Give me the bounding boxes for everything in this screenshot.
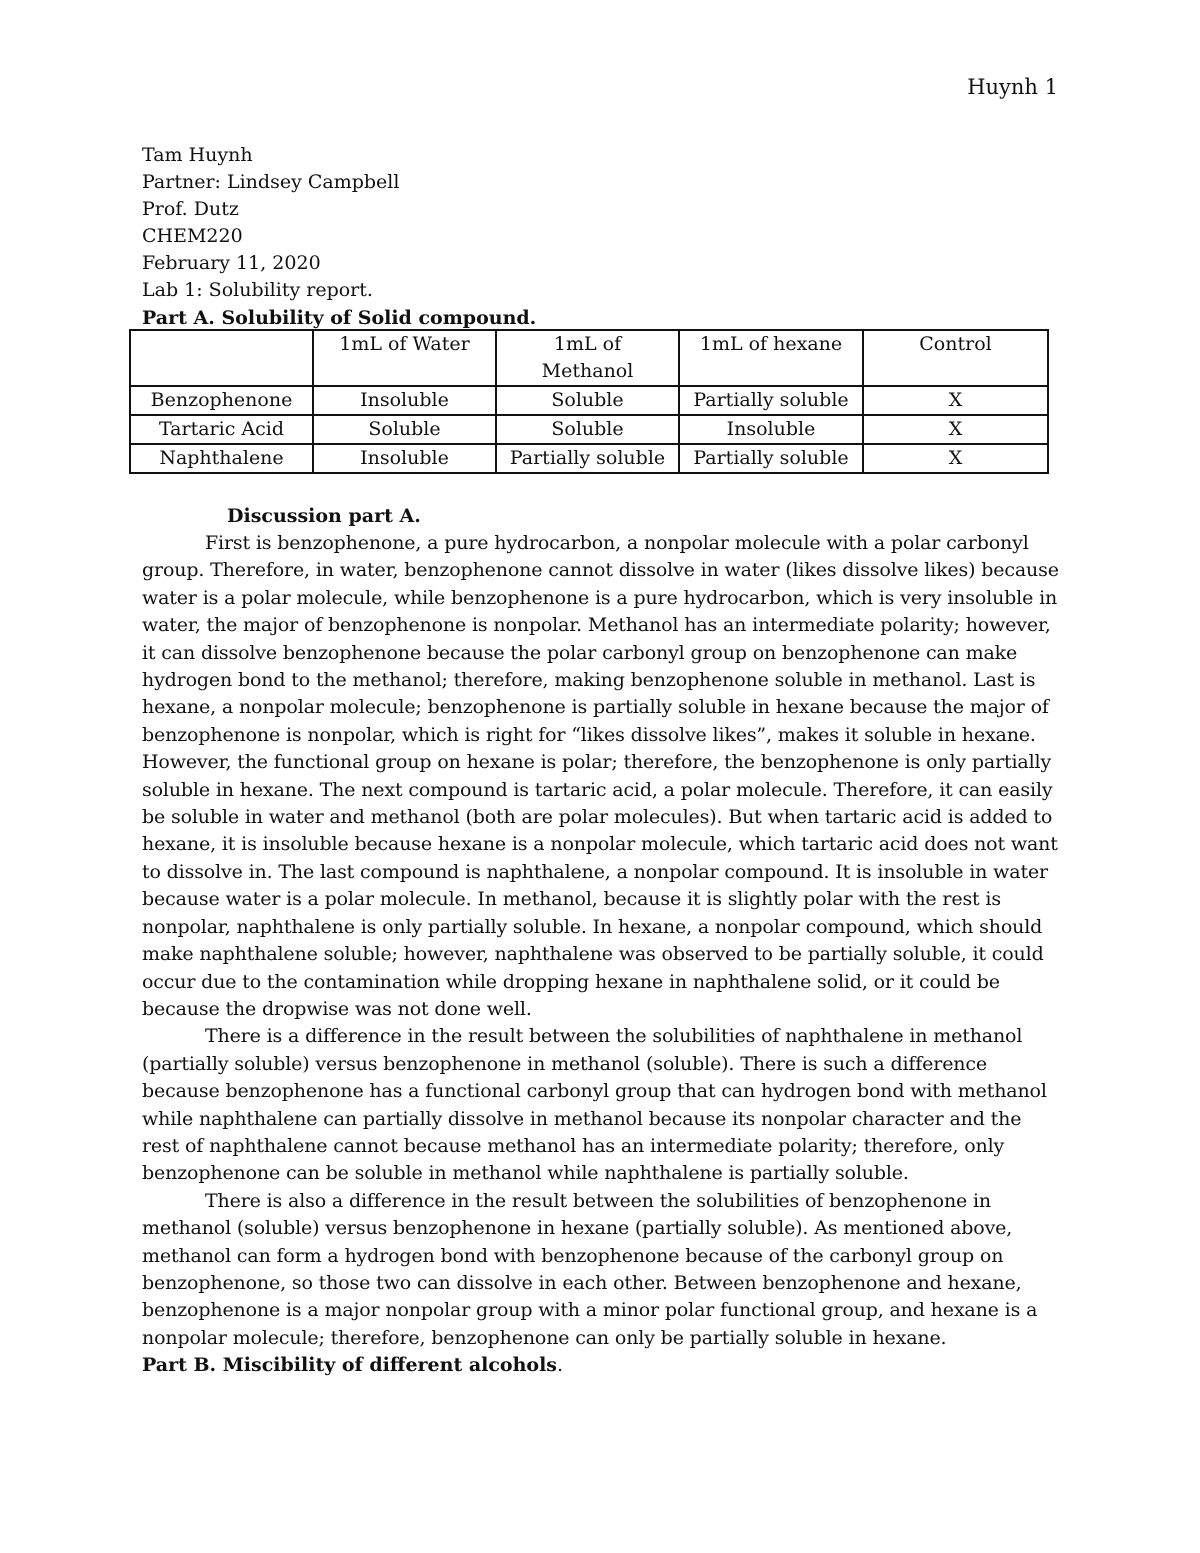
table-cell: Soluble <box>496 386 679 415</box>
table-cell: Partially soluble <box>679 386 863 415</box>
part-b-heading-text: Part B. Miscibility of different alcohols <box>142 1354 558 1377</box>
table-cell: X <box>863 415 1048 444</box>
table-cell: Insoluble <box>313 444 496 473</box>
discussion-a-heading: Discussion part A. <box>227 505 421 527</box>
table-cell: Benzophenone <box>130 386 313 415</box>
part-a-heading: Part A. Solubility of Solid compound. <box>142 307 537 329</box>
part-b-heading <box>142 1352 1060 1379</box>
table-cell: Soluble <box>313 415 496 444</box>
table-cell: Insoluble <box>679 415 863 444</box>
lab-title: Lab 1: Solubility report. <box>142 279 373 301</box>
professor-line: Prof. Dutz <box>142 198 239 220</box>
table-row <box>130 415 1048 444</box>
course-line: CHEM220 <box>142 225 243 247</box>
page-header-number: Huynh 1 <box>967 75 1058 99</box>
table-header-cell: 1mL of Water <box>313 330 496 386</box>
table-cell: Insoluble <box>313 386 496 415</box>
partner-line: Partner: Lindsey Campbell <box>142 171 400 193</box>
table-header-cell: 1mL of hexane <box>679 330 863 386</box>
discussion-paragraph: First is benzophenone, a pure hydrocarbon, a nonpolar molecule with a polar carbonyl group. Therefore, in water, benzophenone cannot dissolve in water (likes dissolve likes) because water is a polar molecule, while benzophenone is a pure hydrocarbon, which is very insoluble in water, the major of benzophenone is nonpolar. Methanol has an intermediate polarity; however, it can dissolve benzophenone because the polar carbonyl group on benzophenone can make hydrogen bond to the methanol; therefore, making benzophenone soluble in methanol. Last is hexane, a nonpolar molecule; benzophenone is partially soluble in hexane because the major of benzophenone is nonpolar, which is right for “likes dissolve likes”, makes it soluble in hexane. However, the functional group on hexane is polar; therefore, the benzophenone is only partially soluble in hexane. The next compound is tartaric acid, a polar molecule. Therefore, it can easily be soluble in water and methanol (both are polar molecules). But when tartaric acid is added to hexane, it is insoluble because hexane is a nonpolar molecule, which tartaric acid does not want to dissolve in. The last compound is naphthalene, a nonpolar compound. It is insoluble in water because water is a polar molecule. In methanol, because it is slightly polar with the rest is nonpolar, naphthalene is only partially soluble. In hexane, a nonpolar compound, which should make naphthalene soluble; however, naphthalene was observed to be partially soluble, it could occur due to the contamination while dropping hexane in naphthalene solid, or it could be because the dropwise was not done well. <box>142 532 1059 1020</box>
table-header-cell: Control <box>863 330 1048 386</box>
table-cell: X <box>863 444 1048 473</box>
table-cell: X <box>863 386 1048 415</box>
table-header-cell <box>130 330 313 386</box>
header-block <box>142 142 1060 304</box>
table-header-cell: 1mL of Methanol <box>496 330 679 386</box>
author-name: Tam Huynh <box>142 144 253 166</box>
table-row <box>130 444 1048 473</box>
solubility-table <box>129 329 1049 474</box>
table-cell: Tartaric Acid <box>130 415 313 444</box>
table-header-row <box>130 330 1048 386</box>
date-line: February 11, 2020 <box>142 252 321 274</box>
table-cell: Soluble <box>496 415 679 444</box>
document-body <box>142 142 1060 1379</box>
part-b-heading-period: . <box>557 1354 564 1377</box>
table-cell: Partially soluble <box>679 444 863 473</box>
table-cell: Partially soluble <box>496 444 679 473</box>
discussion-paragraph: There is also a difference in the result between the solubilities of benzophenone in methanol (soluble) versus benzophenone in hexane (partially soluble). As mentioned above, methanol can form a hydrogen bond with benzophenone because of the carbonyl group on benzophenone, so those two can dissolve in each other. Between benzophenone and hexane, benzophenone is a major nonpolar group with a minor polar functional group, and hexane is a nonpolar molecule; therefore, benzophenone can only be partially soluble in hexane. <box>142 1189 1038 1349</box>
discussion-paragraph: There is a difference in the result between the solubilities of naphthalene in methanol (partially soluble) versus benzophenone in methanol (soluble). There is such a difference because benzophenone has a functional carbonyl group that can hydrogen bond with methanol while naphthalene can partially dissolve in methanol because its nonpolar character and the rest of naphthalene cannot because methanol has an intermediate polarity; therefore, only benzophenone can be soluble in methanol while naphthalene is partially soluble. <box>142 1025 1047 1185</box>
table-cell: Naphthalene <box>130 444 313 473</box>
table-row <box>130 386 1048 415</box>
